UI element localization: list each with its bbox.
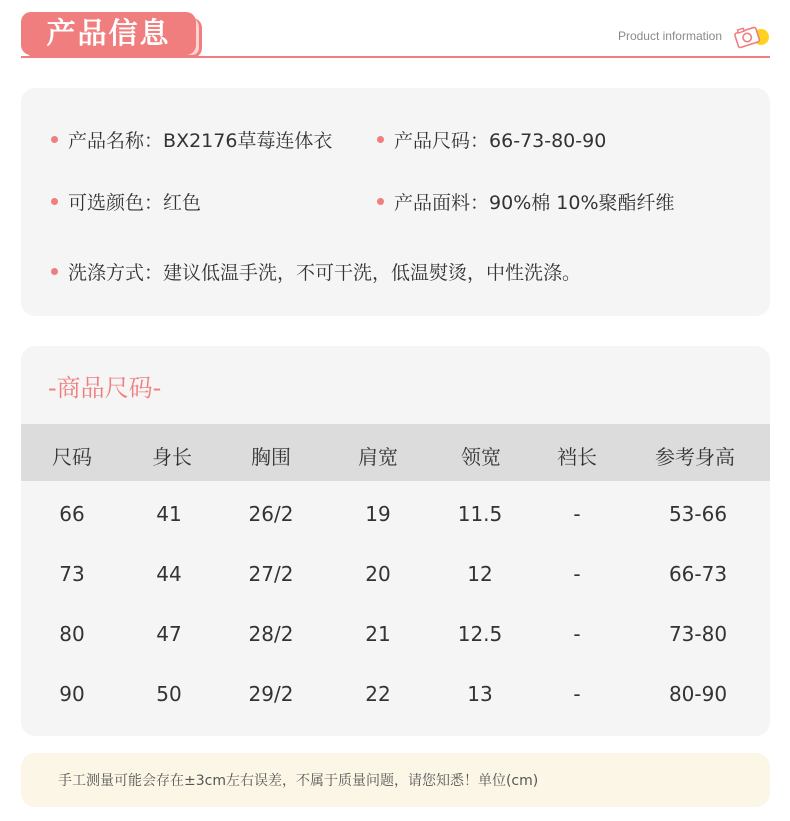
table-cell: 12 <box>467 562 493 586</box>
table-cell: 26/2 <box>248 502 294 526</box>
table-cell: 80 <box>59 622 85 646</box>
table-cell: 50 <box>156 682 182 706</box>
table-row <box>21 606 770 666</box>
info-value: 建议低温手洗，不可干洗，低温熨烫，中性洗涤。 <box>163 262 582 284</box>
info-value: 90%棉 10%聚酯纤维 <box>489 192 675 214</box>
table-cell: 22 <box>365 682 391 706</box>
table-cell: 29/2 <box>248 682 294 706</box>
table-header <box>21 424 770 481</box>
info-product-size: 产品尺码：66-73-80-90 <box>377 126 606 153</box>
info-label: 可选颜色 <box>68 192 145 214</box>
table-cell: 73-80 <box>668 622 728 646</box>
table-cell: 66 <box>59 502 85 526</box>
table-cell: 11.5 <box>457 502 503 526</box>
info-label: 洗涤方式 <box>68 262 145 284</box>
bullet-dot <box>377 198 384 205</box>
info-value: 红色 <box>163 192 202 214</box>
bullet-dot <box>51 136 58 143</box>
table-cell: 21 <box>365 622 391 646</box>
info-label: 产品名称 <box>68 130 145 152</box>
section-header <box>0 0 790 64</box>
table-cell: 66-73 <box>668 562 728 586</box>
header-cell: 领宽 <box>461 445 501 469</box>
size-chart-title: -商品尺码- <box>48 374 162 402</box>
table-cell: 20 <box>365 562 391 586</box>
section-title: 产品信息 <box>21 12 196 55</box>
info-color: 可选颜色：红色 <box>51 188 201 215</box>
camera-icon <box>729 22 773 52</box>
table-cell: 80-90 <box>668 682 728 706</box>
header-cell: 身长 <box>152 445 192 469</box>
table-cell: 27/2 <box>248 562 294 586</box>
table-cell: 53-66 <box>668 502 728 526</box>
table-cell: 44 <box>156 562 182 586</box>
header-cell: 尺码 <box>52 445 92 469</box>
table-row <box>21 486 770 546</box>
info-value: 66-73-80-90 <box>489 130 607 152</box>
table-cell: - <box>573 502 581 526</box>
info-washing: 洗涤方式：建议低温手洗，不可干洗，低温熨烫，中性洗涤。 <box>51 258 581 285</box>
table-cell: - <box>573 622 581 646</box>
header-cell: 胸围 <box>251 445 291 469</box>
table-row <box>21 666 770 726</box>
bullet-dot <box>51 268 58 275</box>
table-cell: 73 <box>59 562 85 586</box>
bullet-dot <box>377 136 384 143</box>
info-label: 产品面料 <box>394 192 471 214</box>
info-fabric: 产品面料：90%棉 10%聚酯纤维 <box>377 188 675 215</box>
table-cell: 28/2 <box>248 622 294 646</box>
product-info-panel <box>21 88 770 316</box>
info-label: 产品尺码 <box>394 130 471 152</box>
header-cell: 参考身高 <box>655 445 735 469</box>
table-cell: 47 <box>156 622 182 646</box>
header-cell: 肩宽 <box>358 445 398 469</box>
table-cell: 13 <box>467 682 493 706</box>
table-cell: 19 <box>365 502 391 526</box>
header-cell: 裆长 <box>557 445 597 469</box>
table-row <box>21 546 770 606</box>
bullet-dot <box>51 198 58 205</box>
table-cell: - <box>573 562 581 586</box>
info-value: BX2176草莓连体衣 <box>163 130 333 152</box>
size-chart-panel <box>21 346 770 736</box>
measurement-note <box>21 753 770 807</box>
table-cell: 12.5 <box>457 622 503 646</box>
table-cell: 41 <box>156 502 182 526</box>
table-cell: - <box>573 682 581 706</box>
note-text: 手工测量可能会存在±3cm左右误差，不属于质量问题，请您知悉！单位(cm) <box>58 773 539 789</box>
header-underline <box>21 56 770 58</box>
section-subtitle: Product information <box>617 29 722 43</box>
info-product-name: 产品名称：BX2176草莓连体衣 <box>51 126 332 153</box>
table-cell: 90 <box>59 682 85 706</box>
